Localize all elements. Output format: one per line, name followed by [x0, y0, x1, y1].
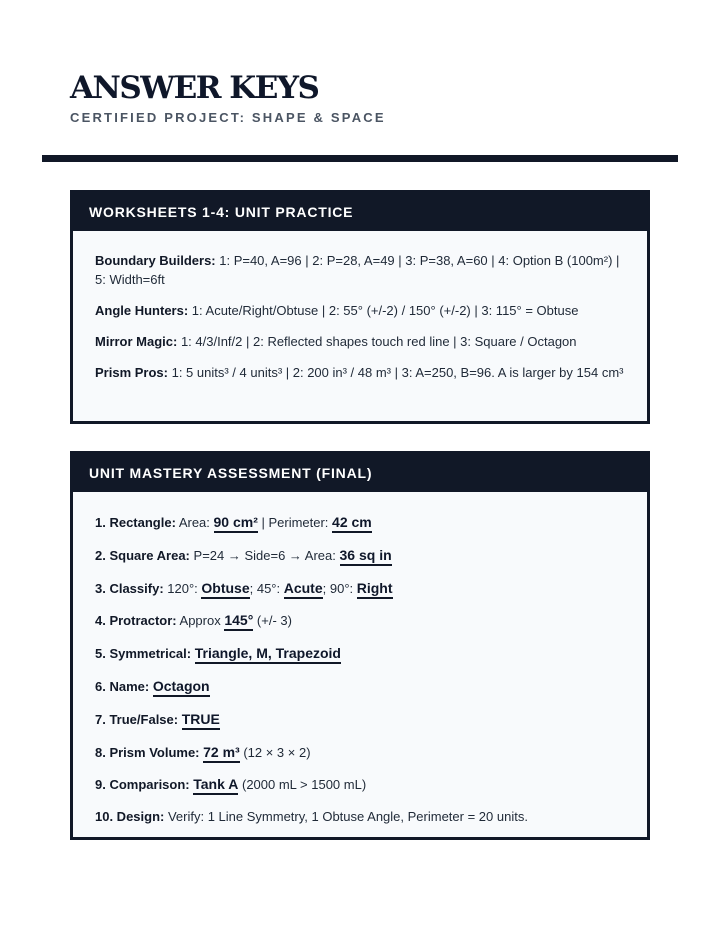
page-subtitle: CERTIFIED PROJECT: SHAPE & SPACE	[70, 110, 386, 125]
answer-highlight: Obtuse	[201, 580, 249, 599]
answer-highlight: Triangle, M, Trapezoid	[195, 645, 341, 664]
question-label: 4. Protractor:	[95, 613, 177, 629]
worksheets-card-title: WORKSHEETS 1-4: UNIT PRACTICE	[73, 193, 647, 231]
worksheet-row-prism-pros	[95, 363, 625, 382]
question-1	[95, 512, 625, 533]
question-label: 8. Prism Volume:	[95, 744, 200, 760]
question-text: 120°:	[163, 580, 202, 596]
worksheet-answers: 1: 5 units³ / 4 units³ | 2: 200 in³ / 48 m³ | 3: A=250, B=96. A is larger by 154 cm³	[167, 365, 624, 380]
page-title: ANSWER KEYS	[70, 70, 319, 106]
worksheet-answers: 1: P=40, A=96 | 2: P=28, A=49 | 3: P=38, A=60 | 4: Option B (100m²) | 5: Width=6ft	[95, 253, 620, 287]
question-5	[95, 643, 625, 664]
question-2	[95, 545, 625, 566]
answer-highlight: Acute	[284, 580, 323, 599]
question-3	[95, 578, 625, 599]
question-8	[95, 742, 625, 763]
worksheet-row-angle-hunters	[95, 301, 625, 320]
answer-highlight: 72 m³	[203, 744, 240, 763]
header-divider	[42, 155, 678, 162]
answer-highlight: 36 sq in	[340, 547, 392, 566]
question-label: 3. Classify:	[95, 580, 164, 596]
answer-highlight: 145°	[224, 612, 253, 631]
answer-highlight: TRUE	[182, 711, 220, 730]
worksheet-row-boundary-builders	[95, 251, 625, 289]
worksheet-answers: 1: Acute/Right/Obtuse | 2: 55° (+/-2) / 150° (+/-2) | 3: 115° = Obtuse	[188, 303, 579, 318]
assessment-card	[70, 451, 650, 840]
question-label: 1. Rectangle:	[95, 515, 176, 530]
answer-highlight: 90 cm²	[214, 514, 258, 533]
question-4	[95, 610, 625, 631]
question-6	[95, 676, 625, 697]
question-text: | Perimeter:	[257, 515, 333, 530]
question-text: ; 90°:	[322, 580, 357, 596]
question-text: Area:	[175, 515, 214, 530]
worksheet-row-mirror-magic	[95, 332, 625, 351]
question-label: 6. Name:	[95, 678, 150, 694]
question-label: 5. Symmetrical:	[95, 646, 192, 662]
worksheet-label: Mirror Magic:	[95, 334, 178, 349]
question-label: 9. Comparison:	[95, 777, 190, 793]
question-text: (2000 mL > 1500 mL)	[238, 777, 367, 793]
question-text: (+/- 3)	[253, 613, 292, 629]
question-label: 7. True/False:	[95, 711, 179, 727]
question-text: ; 45°:	[249, 580, 284, 596]
assessment-card-title: UNIT MASTERY ASSESSMENT (FINAL)	[73, 454, 647, 492]
question-9	[95, 774, 625, 795]
question-text: P=24 → Side=6 → Area:	[189, 547, 340, 563]
worksheet-label: Angle Hunters:	[95, 303, 189, 318]
question-text: Verify: 1 Line Symmetry, 1 Obtuse Angle, Perimeter = 20 units.	[164, 809, 528, 825]
worksheets-card	[70, 190, 650, 424]
worksheet-answers: 1: 4/3/Inf/2 | 2: Reflected shapes touch red line | 3: Square / Octagon	[177, 334, 577, 349]
question-text: (12 × 3 × 2)	[239, 744, 311, 760]
question-10	[95, 807, 625, 827]
answer-highlight: 42 cm	[332, 514, 372, 533]
worksheet-label: Prism Pros:	[95, 365, 168, 380]
question-label: 10. Design:	[95, 809, 165, 825]
answer-highlight: Tank A	[193, 776, 238, 795]
answer-highlight: Octagon	[153, 678, 210, 697]
worksheet-label: Boundary Builders:	[95, 253, 216, 268]
answer-highlight: Right	[357, 580, 393, 599]
question-label: 2. Square Area:	[95, 547, 190, 563]
assessment-card-body	[73, 492, 647, 827]
question-7	[95, 709, 625, 730]
worksheets-card-body	[73, 231, 647, 382]
question-text: Approx	[176, 613, 225, 629]
